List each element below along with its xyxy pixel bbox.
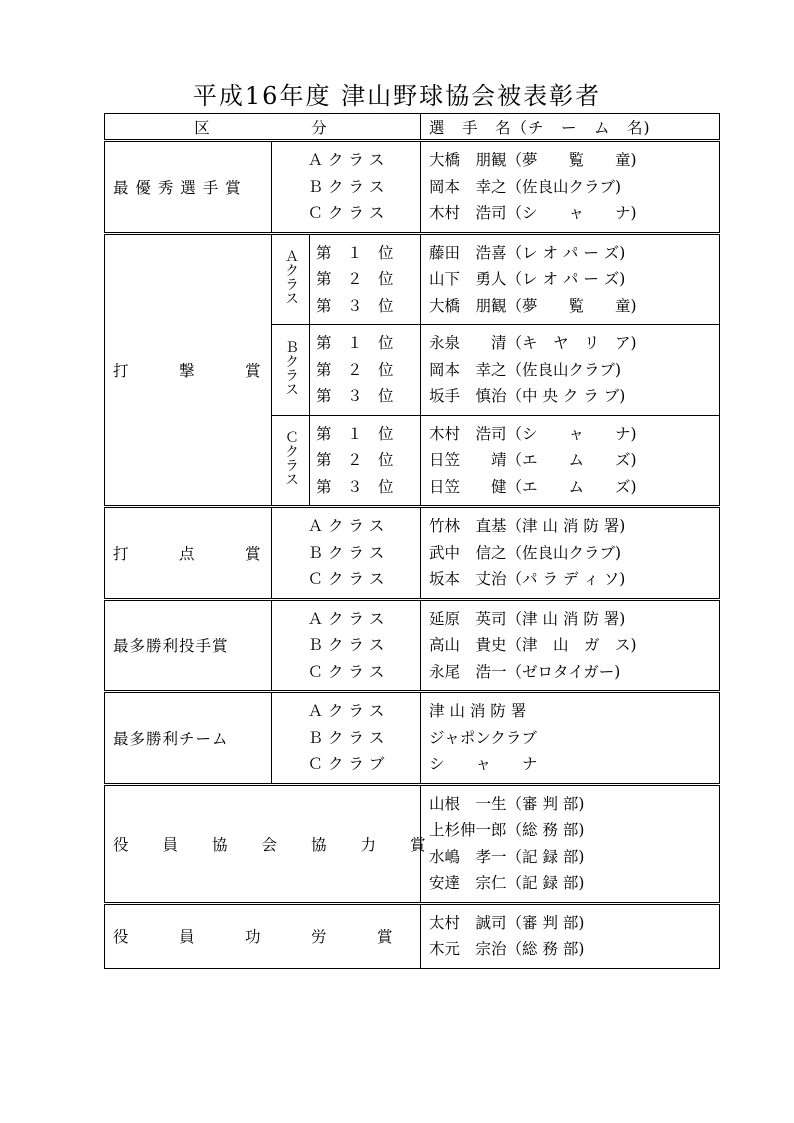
player-entry: 武中 信之（佐良山クラブ) bbox=[429, 543, 622, 562]
player-entry: 永尾 浩一（ゼロタイガー) bbox=[429, 662, 621, 681]
class-vertical-label bbox=[272, 325, 310, 416]
player-entry: 高山 貴史（津 山 ガ ス) bbox=[429, 636, 637, 654]
class-vertical-label bbox=[272, 233, 310, 325]
player-entry: 水嶋 孝一（記 録 部) bbox=[429, 847, 585, 866]
rank-label: 第 １ 位 bbox=[316, 334, 394, 352]
class-label: Ｃ ク ラ ス bbox=[307, 662, 385, 681]
rank-label: 第 １ 位 bbox=[316, 424, 394, 443]
header-players: 選 手 名（チ ー ム 名) bbox=[421, 114, 720, 141]
player-list bbox=[421, 507, 720, 600]
class-list bbox=[272, 599, 421, 692]
class-label: Ｂクラス bbox=[283, 339, 299, 396]
class-label: Ａ ク ラ ス bbox=[307, 517, 385, 535]
player-entry: 延原 英司（津 山 消 防 署) bbox=[429, 609, 626, 628]
player-entry: 坂本 丈治（パ ラ デ ィ ソ) bbox=[429, 570, 626, 588]
player-entry: 竹林 直基（津 山 消 防 署) bbox=[429, 517, 626, 535]
player-list bbox=[421, 784, 720, 903]
header-category: 区 分 bbox=[105, 114, 421, 141]
class-label: Ｂ ク ラ ス bbox=[307, 636, 385, 654]
rank-label: 第 ３ 位 bbox=[316, 296, 394, 315]
player-list bbox=[421, 415, 720, 507]
award-row-batting bbox=[105, 233, 720, 325]
class-label: Ｃ ク ラ ス bbox=[307, 570, 385, 588]
class-label: Ｃ ク ラ ス bbox=[307, 204, 385, 222]
class-label: Ｃ ク ラ ブ bbox=[307, 755, 385, 773]
rank-list bbox=[310, 415, 421, 507]
class-label: Ａ ク ラ ス bbox=[307, 702, 385, 720]
player-entry: 木村 浩司（シ ャ ナ) bbox=[429, 424, 637, 443]
player-entry: 大橋 朋観（夢 覧 童) bbox=[429, 296, 637, 315]
player-entry: 日笠 健（エ ム ズ) bbox=[429, 477, 637, 496]
player-list bbox=[421, 692, 720, 785]
rank-label: 第 ２ 位 bbox=[316, 270, 394, 288]
class-vertical-label bbox=[272, 415, 310, 507]
player-entry: 坂手 慎治（中 央 ク ラ ブ) bbox=[429, 387, 626, 405]
rank-label: 第 ３ 位 bbox=[316, 477, 394, 496]
player-entry: 津 山 消 防 署 bbox=[429, 702, 527, 720]
award-row-rbi bbox=[105, 507, 720, 600]
header-row bbox=[105, 114, 720, 141]
player-list bbox=[421, 141, 720, 234]
player-entry: 安達 宗仁（記 録 部) bbox=[429, 874, 585, 892]
award-row-cooperation bbox=[105, 784, 720, 903]
player-entry: 藤田 浩喜（レ オ パ ー ズ) bbox=[429, 243, 626, 262]
player-entry: 上杉伸一郎（総 務 部) bbox=[429, 821, 585, 839]
player-list bbox=[421, 903, 720, 968]
awards-table bbox=[104, 113, 720, 969]
class-label: Ｂ ク ラ ス bbox=[307, 177, 385, 196]
award-row-wins-pitcher bbox=[105, 599, 720, 692]
class-list bbox=[272, 141, 421, 234]
rank-label: 第 ３ 位 bbox=[316, 387, 394, 405]
player-list bbox=[421, 233, 720, 325]
class-label: Ａ ク ラ ス bbox=[307, 609, 385, 628]
award-name: 打 点 賞 bbox=[105, 507, 272, 600]
rank-label: 第 ２ 位 bbox=[316, 451, 394, 469]
player-entry: 木元 宗治（総 務 部) bbox=[429, 940, 585, 958]
class-list bbox=[272, 692, 421, 785]
award-name: 最多勝利投手賞 bbox=[105, 599, 272, 692]
page-title: 平成16年度 津山野球協会被表彰者 bbox=[192, 82, 602, 110]
award-row-mvp bbox=[105, 141, 720, 234]
player-entry: 永泉 清（キ ヤ リ ア) bbox=[429, 334, 637, 352]
player-entry: 大橋 朋観（夢 覧 童) bbox=[429, 151, 637, 169]
award-row-wins-team bbox=[105, 692, 720, 785]
player-entry: ジャポンクラブ bbox=[429, 728, 537, 747]
rank-list bbox=[310, 325, 421, 416]
player-entry: 山根 一生（審 判 部) bbox=[429, 794, 585, 813]
class-list bbox=[272, 507, 421, 600]
rank-label: 第 １ 位 bbox=[316, 243, 394, 262]
rank-label: 第 ２ 位 bbox=[316, 360, 394, 379]
player-entry: 岡本 幸之（佐良山クラブ) bbox=[429, 177, 622, 196]
class-label: Ｃクラス bbox=[283, 430, 299, 487]
player-list bbox=[421, 325, 720, 416]
player-entry: 岡本 幸之（佐良山クラブ) bbox=[429, 360, 622, 379]
class-label: Ｂ ク ラ ス bbox=[307, 543, 385, 562]
player-entry: 山下 勇人（レ オ パ ー ズ) bbox=[429, 270, 626, 288]
award-name: 最多勝利チーム bbox=[105, 692, 272, 785]
player-entry: 太村 誠司（審 判 部) bbox=[429, 913, 585, 932]
award-name: 役 員 協 会 協 力 賞 bbox=[105, 784, 421, 903]
award-name: 最 優 秀 選 手 賞 bbox=[105, 141, 272, 234]
award-row-merit bbox=[105, 903, 720, 968]
rank-list bbox=[310, 233, 421, 325]
player-entry: 日笠 靖（エ ム ズ) bbox=[429, 451, 637, 469]
award-name: 役 員 功 労 賞 bbox=[105, 903, 421, 968]
player-entry: シ ャ ナ bbox=[429, 755, 538, 773]
award-name: 打 撃 賞 bbox=[105, 233, 272, 507]
class-label: Ａ ク ラ ス bbox=[307, 151, 385, 169]
class-label: Ａクラス bbox=[283, 249, 299, 306]
player-list bbox=[421, 599, 720, 692]
class-label: Ｂ ク ラ ス bbox=[307, 728, 385, 747]
player-entry: 木村 浩司（シ ャ ナ) bbox=[429, 204, 637, 222]
